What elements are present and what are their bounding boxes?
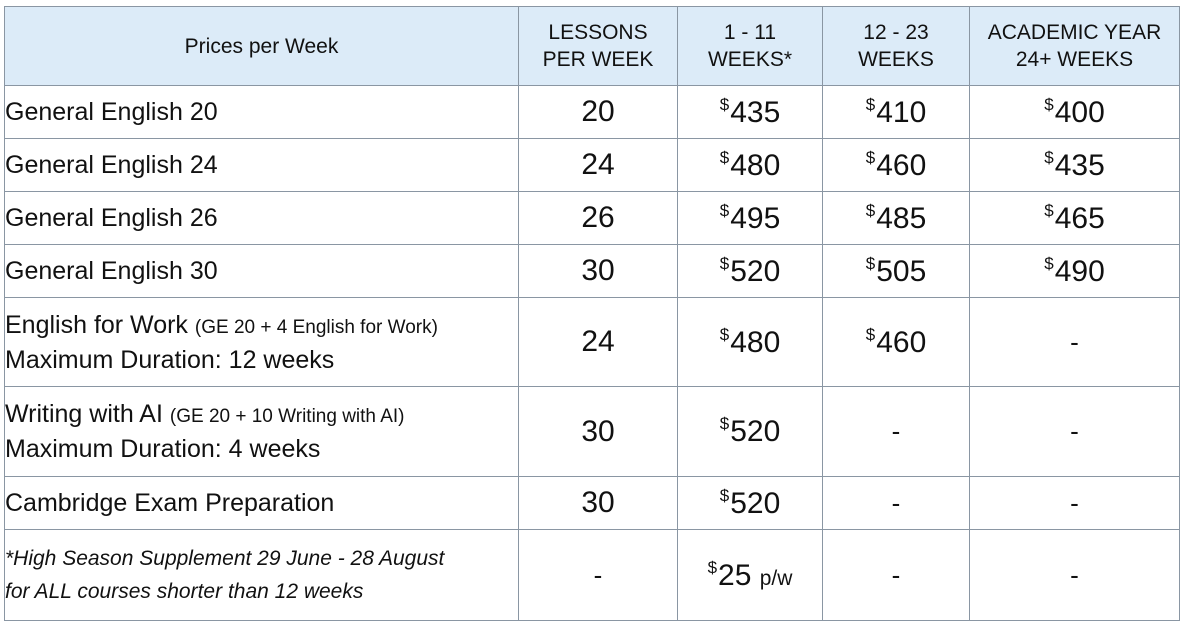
price-academic: $490 [970, 245, 1180, 298]
col-1-11-weeks: 1 - 11 WEEKS* [678, 7, 823, 86]
lessons-value: 30 [519, 245, 678, 298]
price-12-23: $485 [823, 192, 970, 245]
course-name: General English 30 [5, 245, 519, 298]
course-name: General English 26 [5, 192, 519, 245]
table-row [5, 86, 1180, 139]
col-lessons-per-week: LESSONS PER WEEK [519, 7, 678, 86]
lessons-value: 30 [519, 477, 678, 530]
price-1-11: $520 [678, 245, 823, 298]
price-1-11: $25 p/w [678, 530, 823, 621]
course-name: English for Work (GE 20 + 4 English for Work) Maximum Duration: 12 weeks [5, 298, 519, 387]
price-academic: - [970, 387, 1180, 477]
table-row [5, 477, 1180, 530]
price-12-23: $460 [823, 139, 970, 192]
header-row [5, 7, 1180, 86]
price-1-11: $495 [678, 192, 823, 245]
table-row [5, 245, 1180, 298]
lessons-value: 24 [519, 139, 678, 192]
lessons-value: - [519, 530, 678, 621]
col-12-23-weeks: 12 - 23 WEEKS [823, 7, 970, 86]
price-1-11: $435 [678, 86, 823, 139]
table-row [5, 298, 1180, 387]
lessons-value: 26 [519, 192, 678, 245]
price-1-11: $480 [678, 139, 823, 192]
price-12-23: $505 [823, 245, 970, 298]
col-academic-year: ACADEMIC YEAR 24+ WEEKS [970, 7, 1180, 86]
price-1-11: $480 [678, 298, 823, 387]
course-name: General English 20 [5, 86, 519, 139]
course-name: General English 24 [5, 139, 519, 192]
lessons-value: 20 [519, 86, 678, 139]
course-name: Writing with AI (GE 20 + 10 Writing with AI) Maximum Duration: 4 weeks [5, 387, 519, 477]
price-academic: - [970, 298, 1180, 387]
price-12-23: - [823, 530, 970, 621]
price-academic: $465 [970, 192, 1180, 245]
price-academic: $435 [970, 139, 1180, 192]
price-1-11: $520 [678, 477, 823, 530]
price-12-23: - [823, 477, 970, 530]
table-row [5, 192, 1180, 245]
price-12-23: - [823, 387, 970, 477]
table-title: Prices per Week [5, 7, 519, 86]
price-academic: - [970, 477, 1180, 530]
price-table [4, 6, 1180, 621]
lessons-value: 24 [519, 298, 678, 387]
price-12-23: $410 [823, 86, 970, 139]
table-row [5, 139, 1180, 192]
supplement-note: *High Season Supplement 29 June - 28 August for ALL courses shorter than 12 weeks [5, 530, 519, 621]
lessons-value: 30 [519, 387, 678, 477]
price-1-11: $520 [678, 387, 823, 477]
price-academic: $400 [970, 86, 1180, 139]
price-12-23: $460 [823, 298, 970, 387]
table-row [5, 530, 1180, 621]
price-academic: - [970, 530, 1180, 621]
course-name: Cambridge Exam Preparation [5, 477, 519, 530]
table-row [5, 387, 1180, 477]
